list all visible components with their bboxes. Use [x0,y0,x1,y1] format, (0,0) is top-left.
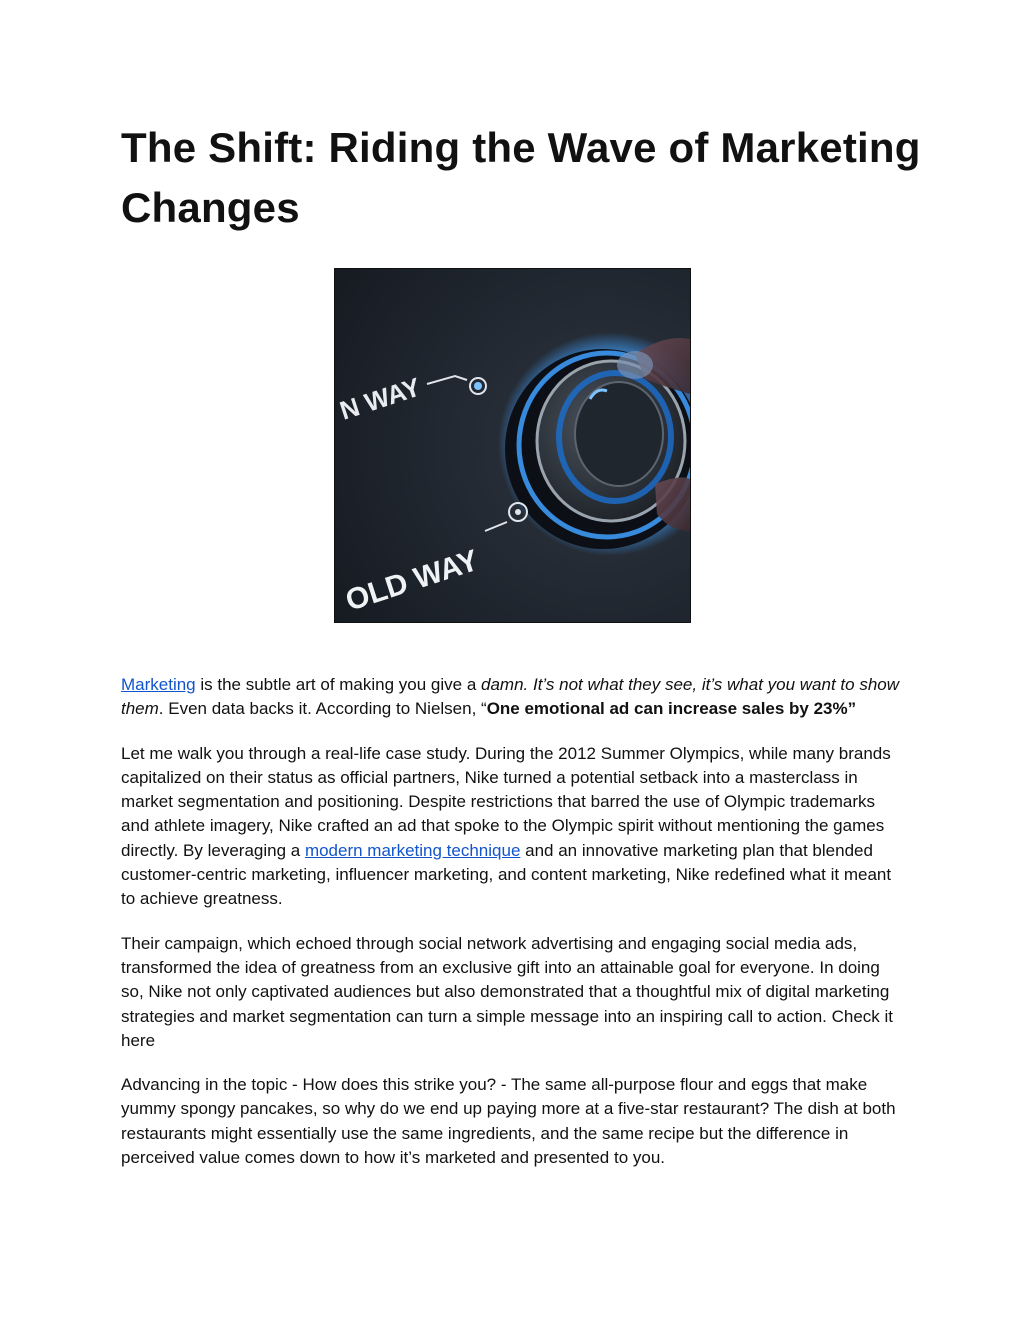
paragraph-case-study: Let me walk you through a real-life case study. During the 2012 Summer Olympics, while many brands capitalized on their status as official partners, Nike turned a potential setback into a masterclass in market segmentation and positioning. Despite restrictions that barred the use of Olympic trademarks and athlete imagery, Nike crafted an ad that spoke to the Olympic spirit without mentioning the games directly. By leveraging a modern marketing technique and an innovative marketing plan that blended customer-centric marketing, influencer marketing, and content marketing, Nike redefined what it meant to achieve greatness. [121,743,892,909]
modern-marketing-technique-link[interactable]: modern marketing technique [304,840,521,860]
paragraph-campaign: Their campaign, which echoed through social network advertising and engaging social media ads, transformed the idea of greatness from an exclusive gift into an attainable goal for everyone. In doing so, Nike not only captivated audiences but also demonstrated that a thoughtful mix of digital marketing strategies and market segmentation can turn a simple message into an inspiring call to action. Check it here [121,933,894,1050]
paragraph-pancakes: Advancing in the topic - How does this strike you? - The same all-purpose flour and eggs that make yummy spongy pancakes, so why do we end up paying more at a five-star restaurant? The dish at both restaurants might essentially use the same ingredients, and the same recipe but the difference in perceived value comes down to how it’s marketed and presented to you. [121,1075,896,1168]
new-way-label: N WAY [336,371,425,426]
article-body [121,673,905,1190]
dial-illustration [335,269,690,622]
page-title: The Shift: Riding the Wave of Marketing Changes [121,124,921,231]
marketing-link[interactable]: Marketing [121,675,196,694]
nielsen-quote: One emotional ad can increase sales by 23%” [486,699,857,719]
hero-image [334,268,691,623]
paragraph-intro: Marketing is the subtle art of making you give a damn. It’s not what they see, it’s what you want to show them. Even data backs it. According to Nielsen, “One emotional ad can increase sales by 23%” [121,675,900,719]
old-way-label: OLD WAY [341,543,483,618]
